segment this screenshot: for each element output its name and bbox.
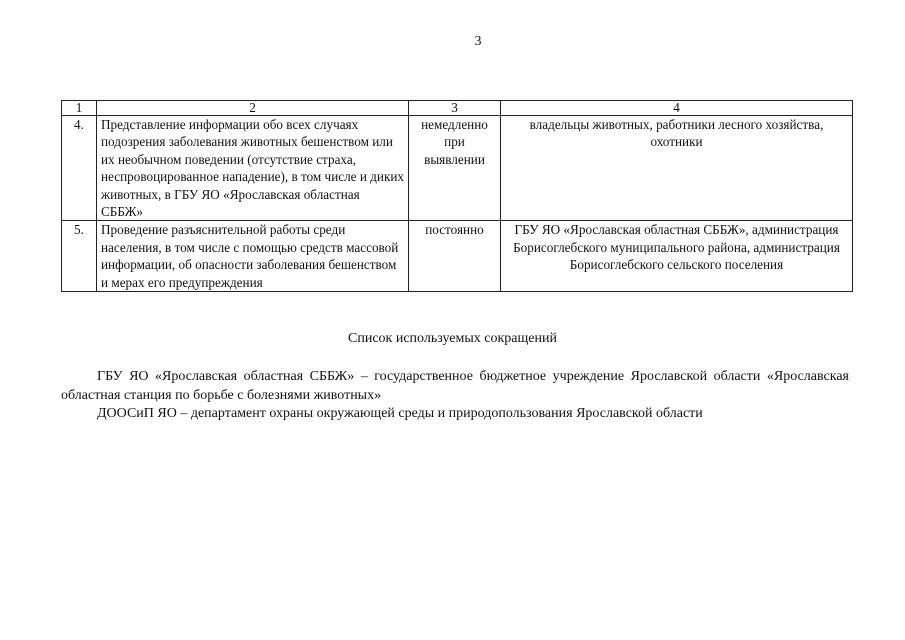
abbreviation-definition: ДООСиП ЯО – департамент охраны окружающей среды и природопользования Ярославской области <box>97 406 703 421</box>
header-col-1: 1 <box>62 101 97 116</box>
row-description: Проведение разъяснительной работы среди населения, в том числе с помощью средств массовой информации, об опасности заболевания бешенством и мерах его предупреждения <box>97 221 409 292</box>
row-responsible: ГБУ ЯО «Ярославская областная СББЖ», администрация Борисоглебского муниципального района, администрация Борисоглебского сельского поселения <box>501 221 853 292</box>
abbreviations-heading: Список используемых сокращений <box>348 331 557 346</box>
table-row <box>62 221 853 292</box>
header-col-3: 3 <box>409 101 501 116</box>
row-responsible: владельцы животных, работники лесного хозяйства, охотники <box>501 116 853 221</box>
table-header-row <box>62 101 853 116</box>
row-number: 5. <box>62 221 97 292</box>
page-number: 3 <box>474 34 482 49</box>
header-col-4: 4 <box>501 101 853 116</box>
table-row <box>62 116 853 221</box>
row-number: 4. <box>62 116 97 221</box>
abbreviation-definition: ГБУ ЯО «Ярославская областная СББЖ» – государственное бюджетное учреждение Ярославской области «Ярославская областная станция по борьбе с болезнями животных» <box>61 369 849 403</box>
row-description: Представление информации обо всех случаях подозрения заболевания животных бешенством или их необычном поведении (отсутствие страха, неспровоцированное нападение), в том числе и диких животных, в ГБУ ЯО «Ярославская областная СББЖ» <box>97 116 409 221</box>
header-col-2: 2 <box>97 101 409 116</box>
row-term: немедленно при выявлении <box>409 116 501 221</box>
row-term: постоянно <box>409 221 501 292</box>
measures-table <box>61 100 853 292</box>
